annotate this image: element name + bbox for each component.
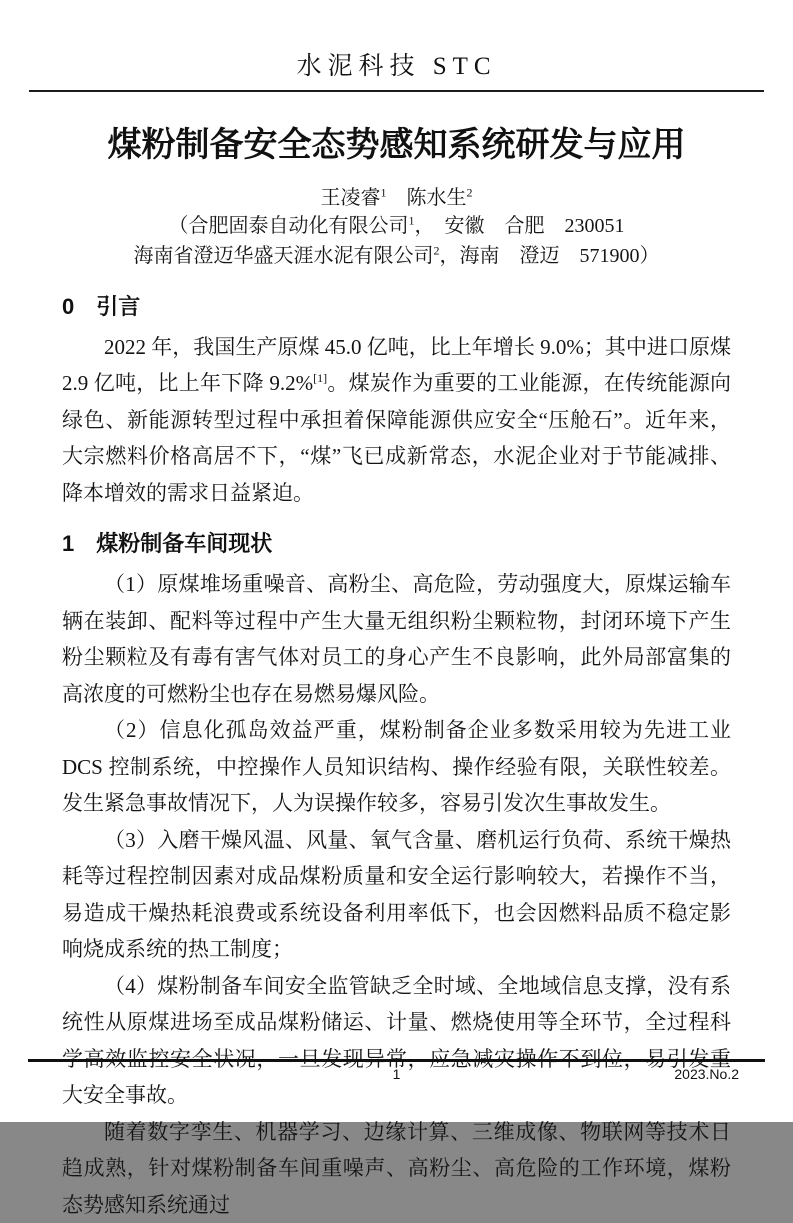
author-line: 王凌睿$^1$ 陈水生$^2$: [0, 181, 793, 210]
section-heading-1: 1 煤粉制备车间现状: [62, 527, 731, 558]
journal-name: 水泥科技 STC: [296, 53, 496, 80]
footer-issue-label: 2023.No.2: [674, 1066, 739, 1082]
paragraph-closing: 随着数字孪生、机器学习、边缘计算、三维成像、物联网等技术日趋成熟，针对煤粉制备车间重噪声、高粉尘、高危险的工作环境，煤粉态势感知系统通过: [62, 1114, 731, 1223]
paragraph-item-3: （3）入磨干燥风温、风量、氧气含量、磨机运行负荷、系统干燥热耗等过程控制因素对成品煤粉质量和安全运行影响较大，若操作不当，易造成干燥热耗浪费或系统设备利用率低下，也会因燃料品质不稳定影响烧成系统的热工制度；: [62, 822, 731, 968]
journal-header: [0, 0, 793, 82]
paragraph-item-1: （1）原煤堆场重噪音、高粉尘、高危险，劳动强度大，原煤运输车辆在装卸、配料等过程中产生大量无组织粉尘颗粒物，封闭环境下产生粉尘颗粒及有毒有害气体对员工的身心产生不良影响，此外局部富集的高浓度的可燃粉尘也存在易燃易爆风险。: [62, 566, 731, 712]
article-title: 煤粉制备安全态势感知系统研发与应用: [40, 124, 753, 167]
article-body: [62, 290, 731, 1223]
header-rule: [29, 90, 764, 92]
paragraph-item-4: （4）煤粉制备车间安全监管缺乏全时域、全地域信息支撑，没有系统性从原煤进场至成品煤粉储运、计量、燃烧使用等全环节，全过程科学高效监控安全状况，一旦发现异常，应急减灾操作不到位，易引发重大安全事故。: [62, 968, 731, 1114]
affiliation-line-1: （合肥固泰自动化有限公司$^1$， 安徽 合肥 230051: [0, 213, 793, 240]
paragraph-intro: 2022 年，我国生产原煤 45.0 亿吨，比上年增长 9.0%；其中进口原煤 2.9 亿吨，比上年下降 9.2%[1]。煤炭作为重要的工业能源，在传统能源向绿色、新能源转型过程中承担着保障能源供应安全“压舱石”。近年来，大宗燃料价格高居不下，“煤”飞已成新常态，水泥企业对于节能减排、降本增效的需求日益紧迫。: [62, 329, 731, 512]
footer-page-number: 1: [0, 1066, 793, 1082]
section-heading-0: 0 引言: [62, 290, 731, 321]
paragraph-item-2: （2）信息化孤岛效益严重，煤粉制备企业多数采用较为先进工业 DCS 控制系统，中控操作人员知识结构、操作经验有限，关联性较差。发生紧急事故情况下，人为误操作较多，容易引发次生事故发生。: [62, 712, 731, 822]
footer-rule: [28, 1059, 765, 1062]
affiliation-line-2: 海南省澄迈华盛天涯水泥有限公司$^2$，海南 澄迈 571900）: [0, 243, 793, 270]
